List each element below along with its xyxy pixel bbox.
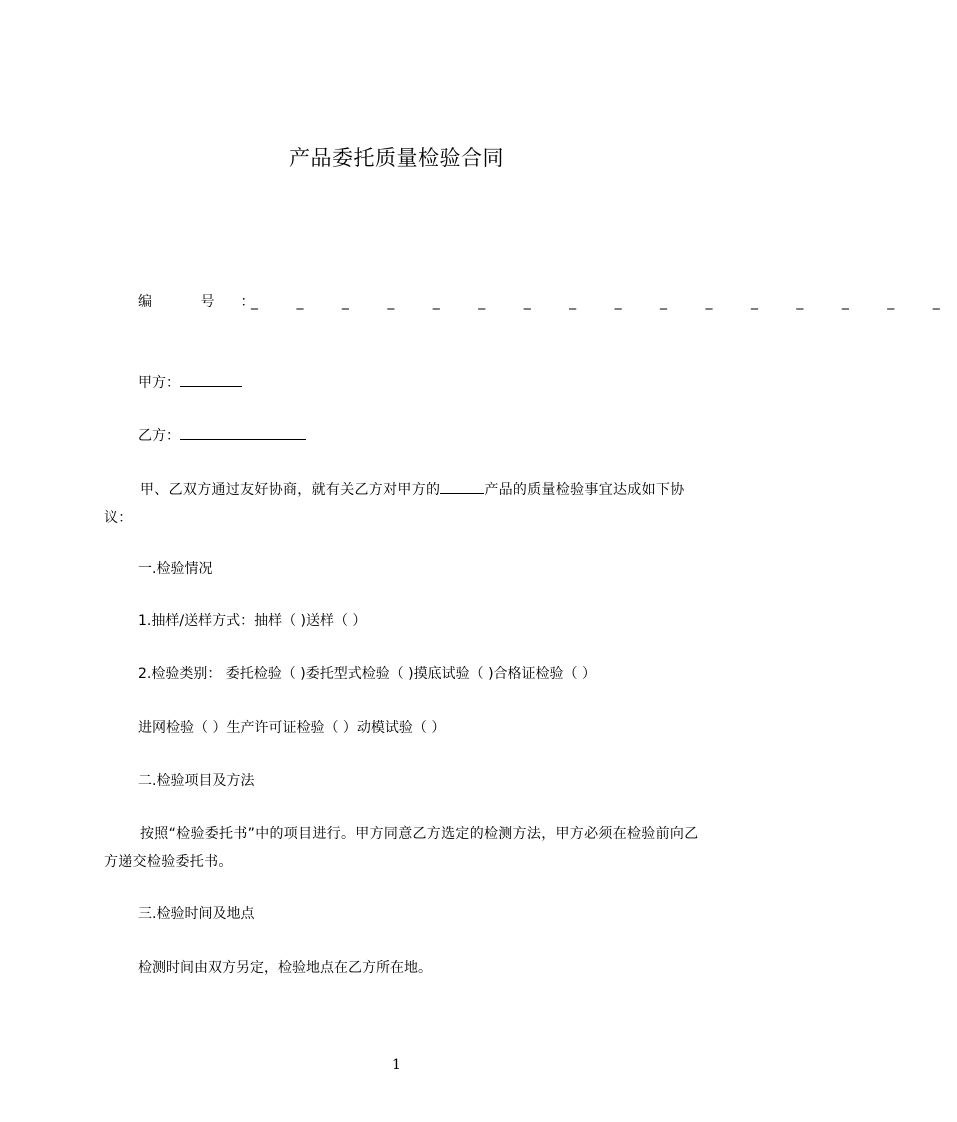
product-blank: [440, 479, 484, 494]
section3-body: 检测时间由双方另定，检验地点在乙方所在地。: [138, 960, 432, 976]
number-colon: ：: [240, 294, 255, 310]
party-b-line: [138, 425, 306, 446]
inspection-category-item: 2.检验类别： 委托检验（ )委托型式检验（ )摸底试验（ )合格证检验（ ）: [138, 666, 596, 682]
section2-heading: 二.检验项目及方法: [138, 773, 255, 789]
party-b-label: 乙方：: [138, 428, 180, 444]
section2-body: 按照“检验委托书”中的项目进行。甲方同意乙方选定的检测方法，甲方必须在检验前向乙方递交检验委托书。: [104, 826, 699, 870]
contract-title: 产品委托质量检验合同: [289, 146, 504, 170]
party-a-blank: [180, 372, 242, 387]
intro-part2: 产品的质量检验事宜达成如下协议：: [104, 482, 685, 526]
intro-paragraph: [104, 476, 704, 532]
party-b-blank: [180, 425, 306, 440]
section3-heading: 三.检验时间及地点: [138, 906, 255, 922]
number-label: 编 号: [138, 294, 237, 310]
party-a-line: [138, 372, 242, 393]
intro-part1: 甲、乙双方通过友好协商，就有关乙方对甲方的: [140, 482, 441, 498]
page-number: 1: [392, 1057, 401, 1073]
contract-number-label: [138, 292, 254, 312]
contract-number-blank: _ _ _ _ _ _ _ _ _ _ _ _ _ _ _ _: [251, 294, 957, 310]
party-a-label: 甲方：: [138, 375, 180, 391]
section1-heading: 一.检验情况: [138, 561, 213, 577]
sampling-method-item: 1.抽样/送样方式：抽样（ )送样（ ）: [138, 613, 367, 629]
inspection-category-continued: 进网检验（ ）生产许可证检验（ ）动模试验（ ）: [138, 720, 446, 736]
